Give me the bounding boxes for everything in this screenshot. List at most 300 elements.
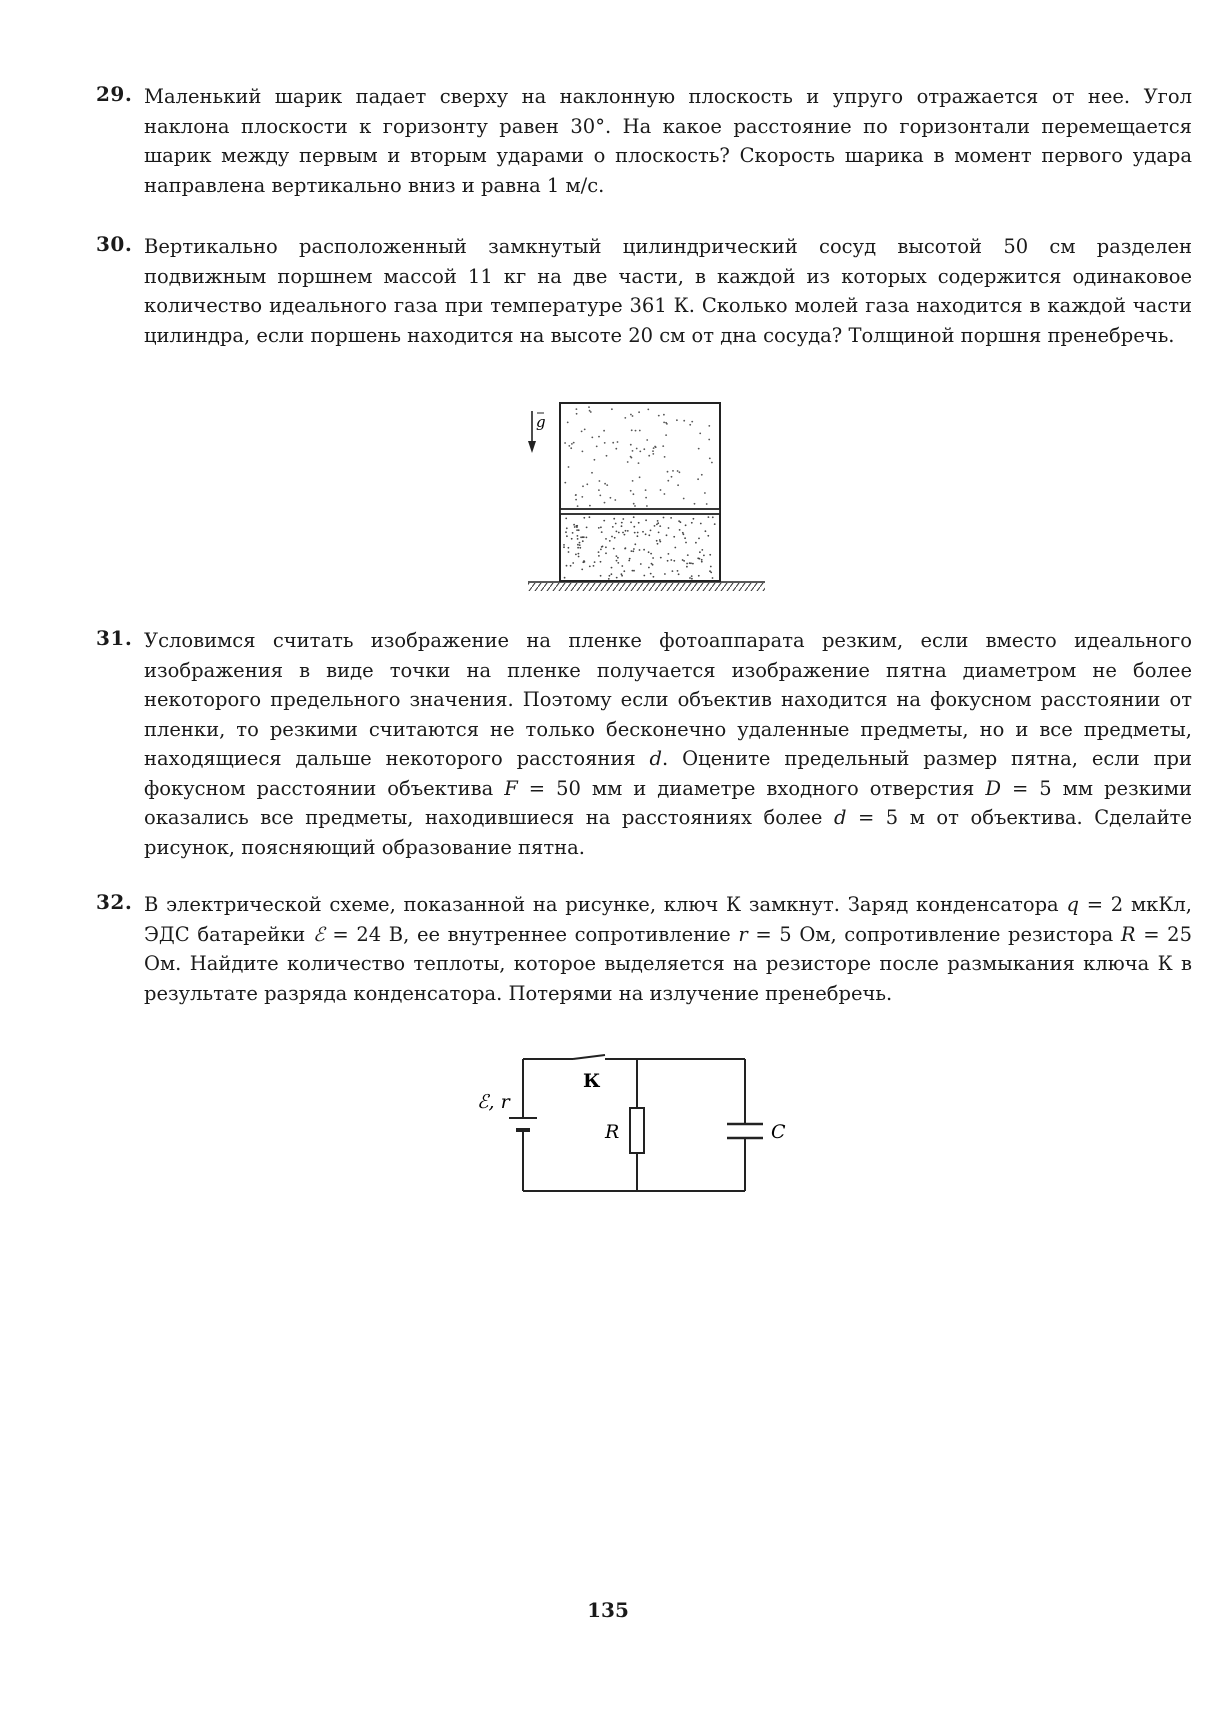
gas-dot [639,549,641,551]
gravity-arrowhead [528,441,536,453]
gas-dot [650,573,652,575]
gas-dot [633,526,635,528]
gas-dot [631,550,633,552]
problem-number: 30. [96,232,133,256]
gas-dot [686,563,688,565]
gas-dot [600,549,602,551]
gas-dot [568,466,570,468]
gas-dot [586,537,588,539]
gas-dot [582,485,584,487]
gas-dot [612,526,614,528]
gas-dot [643,575,645,577]
gas-dot [670,517,672,519]
gas-dot [665,434,667,436]
gas-dot [576,413,578,415]
gas-dot [605,538,607,540]
gas-dot [697,557,699,559]
gas-dot [579,542,581,544]
gas-dot [710,572,712,574]
gas-dot [666,534,668,536]
gas-dot [600,561,602,563]
gas-dot [584,429,586,431]
gas-dot [627,530,629,532]
gas-dot [664,493,666,495]
gas-dot [660,557,662,559]
gas-dot [577,544,579,546]
gas-dot [604,442,606,444]
problem-text: Вертикально расположенный замкнутый цилиндрический сосуд высотой 50 см разделен подвижным поршнем массой 11 кг на две части, в каждой из которых содержится одинаковое количество идеального газа при температуре 361 К. Сколько молей газа находится в каждой части цилиндра, если поршень находится на высоте 20 см от дна сосуда? Толщиной поршня пренебречь. [144,235,1192,347]
gas-dot [600,526,602,528]
gas-dot [705,530,707,532]
gas-dot [637,535,639,537]
gas-dot [638,462,640,464]
gas-dot [583,560,585,562]
problem-30 [96,232,1192,350]
gas-dot [667,480,669,482]
gas-dot [599,480,601,482]
gas-dot [685,524,687,526]
gas-dot [621,522,623,524]
gas-dot [656,540,658,542]
cylinder-figure [520,395,790,595]
gas-dot [565,518,567,520]
gas-dot [624,534,626,536]
gas-dot [695,542,697,544]
gas-dot [648,534,650,536]
gas-dot [639,430,641,432]
gas-dot [648,551,650,553]
gas-dot [629,558,631,560]
gas-dot [566,565,568,567]
gas-dot [677,570,679,572]
gas-dot [609,575,611,577]
gas-dot [579,547,581,549]
gas-dot [659,539,661,541]
gas-dot [583,536,585,538]
gas-dot [582,540,584,542]
gas-dot [577,538,579,540]
gas-dot [622,532,624,534]
gas-dot [568,551,570,553]
gas-dot [653,447,655,449]
gas-dot [603,430,605,432]
gas-dot [572,562,574,564]
gas-dot [645,533,647,535]
gas-dot [617,441,619,443]
gas-dot [606,484,608,486]
gas-dot [630,414,632,416]
gas-dot [617,562,619,564]
gas-dot [627,461,629,463]
gas-dot [598,551,600,553]
gas-dot [666,423,668,425]
gas-dot [613,548,615,550]
gas-dot [664,456,666,458]
gas-dot [635,430,637,432]
gas-dot [630,490,632,492]
gas-dot [709,554,711,556]
gas-dot [576,408,578,410]
gas-dot [636,448,638,450]
gas-dot [564,442,566,444]
gas-dot [565,531,567,533]
gas-dot [628,560,630,562]
gas-dot [599,495,601,497]
gas-dot [632,570,634,572]
gas-dot [589,566,591,568]
gas-dot [591,437,593,439]
gas-dot [634,543,636,545]
gas-dot [658,415,660,417]
cylinder-vessel [560,403,720,581]
gas-dot [676,419,678,421]
gas-dot [667,560,669,562]
gas-dot [643,549,645,551]
gas-dot [633,493,635,495]
gas-dot [598,555,600,557]
gas-dot [616,577,618,579]
switch-label: К [583,1070,601,1092]
gas-dot [571,443,573,445]
gas-dot [711,462,713,464]
gas-dot [594,561,596,563]
gas-dot [571,538,573,540]
gas-dot [648,567,650,569]
gas-dot [652,557,654,559]
gas-dot [639,476,641,478]
gas-dot [632,415,634,417]
gas-dot [586,527,588,529]
gas-dot [656,524,658,526]
gas-dot [576,529,578,531]
gas-dot [645,519,647,521]
gas-dot [581,431,583,433]
gas-dot [670,559,672,561]
gas-dot [663,517,665,519]
gas-dot [678,573,680,575]
gas-dot [611,573,613,575]
gas-dot [578,556,580,558]
problem-number: 32. [96,890,133,914]
gas-dot [614,537,616,539]
gas-dot [613,518,615,520]
gas-dot [663,422,665,424]
gas-dot [598,436,600,438]
capacitor-label: C [771,1121,786,1143]
gas-dot [615,448,617,450]
problem-29 [96,82,1192,200]
gas-dot [663,414,665,416]
gas-dot [643,448,645,450]
gas-dot [648,455,650,457]
gas-dot [679,471,681,473]
gas-dot [617,557,619,559]
gas-dot [671,476,673,478]
gas-dot [567,422,569,424]
gas-dot [707,535,709,537]
gas-dot [586,483,588,485]
gas-dot [632,450,634,452]
gas-dot [608,578,610,580]
gas-dot [650,553,652,555]
gas-dot [570,447,572,449]
gas-dot [639,451,641,453]
gas-dot [591,472,593,474]
gas-dot [615,523,617,525]
gas-dot [653,576,655,578]
gas-dot [667,471,669,473]
gas-dot [708,439,710,441]
gas-dot [680,521,682,523]
gas-dot [694,503,696,505]
gas-dot [668,553,670,555]
gas-dot [708,425,710,427]
ground-hatch [528,583,765,591]
page-number: 135 [587,1598,629,1622]
gas-dot [588,406,590,408]
gas-dot [603,520,605,522]
gas-dot [637,532,639,534]
gas-dot [652,453,654,455]
gas-dot [630,456,632,458]
gas-dot [674,547,676,549]
switch-blade [573,1055,605,1059]
gas-dot [630,521,632,523]
gas-dot [638,522,640,524]
gas-dot [611,567,613,569]
problem-text: Маленький шарик падает сверху на наклонную плоскость и упруго отражается от нее. Угол наклона плоскости к горизонту равен 30°. На какое расстояние по горизонтали перемещается шарик между первым и вторым ударами о плоскость? Скорость шарика в момент первого удара направлена вертикально вниз и равна 1 м/с. [144,85,1192,197]
gas-dot [621,565,623,567]
gas-dot [673,560,675,562]
gas-dot [604,483,606,485]
gas-dot [633,516,635,518]
resistor-label: R [605,1121,620,1143]
gas-dot [692,563,694,565]
gas-dot [701,549,703,551]
gas-dot [685,542,687,544]
gas-dot [634,505,636,507]
gas-dot [654,525,656,527]
gas-dot [601,546,603,548]
gas-dot [677,484,679,486]
gas-dot [700,523,702,525]
gas-dot [577,547,579,549]
gas-dot [710,566,712,568]
gas-dot [691,522,693,524]
gas-dot [687,554,689,556]
gas-dot [564,482,566,484]
gas-dot [579,544,581,546]
piston [560,509,720,514]
gas-dot [577,535,579,537]
gas-dot [683,420,685,422]
gas-dot [605,546,607,548]
gas-dot [662,445,664,447]
gas-dot [616,555,618,557]
gas-dot [650,530,652,532]
gas-dot [575,554,577,556]
gas-dot [578,553,580,555]
gas-dot [659,541,661,543]
gas-dot [672,570,674,572]
gas-dot [658,532,660,534]
gas-dot [633,548,635,550]
gas-dot [638,411,640,413]
gas-dot [598,527,600,529]
gravity-label: g [536,413,546,431]
gas-dot [563,544,565,546]
circuit-figure [465,1045,795,1205]
gas-dot [612,442,614,444]
gas-dot [605,552,607,554]
gas-dot [657,520,659,522]
gas-dot [714,523,716,525]
gas-dot [566,535,568,537]
gas-dot [682,559,684,561]
gas-dot [701,561,703,563]
gas-dot [589,505,591,507]
gas-dot [698,538,700,540]
gas-dot [706,503,708,505]
gas-dot [709,458,711,460]
gas-dot [618,532,620,534]
gas-dot [621,573,623,575]
gas-dot [699,551,701,553]
gas-dot [609,540,611,542]
gas-dot [645,497,647,499]
gas-dot [633,503,635,505]
gas-dot [691,575,693,577]
gas-dot [566,527,568,529]
gas-dot [654,446,656,448]
gas-dot [573,442,575,444]
gas-dot [563,546,565,548]
gas-dot [572,532,574,534]
gas-dot [576,525,578,527]
gas-dot [632,480,634,482]
gas-dot [699,433,701,435]
gas-dot [568,547,570,549]
gas-dot [672,470,674,472]
gas-dot [659,525,661,527]
gas-dot [634,532,636,534]
problem-31 [96,626,1192,862]
gas-dot [574,526,576,528]
gas-dot [677,470,679,472]
gas-dot [660,489,662,491]
gas-dot [630,444,632,446]
gas-dot [633,570,635,572]
gas-dot [575,499,577,501]
gas-dot [596,446,598,448]
gas-dot [594,459,596,461]
gas-dot [581,496,583,498]
gas-dot [631,429,633,431]
gas-dot [704,492,706,494]
gas-dot [679,529,681,531]
gas-dot [646,505,648,507]
gas-dot [593,565,595,567]
gas-dot [621,525,623,527]
gas-dot [701,559,703,561]
gas-dot [712,516,714,518]
gas-dot [601,531,603,533]
gas-dot [683,498,685,500]
gas-dot [689,577,691,579]
gas-dot [606,455,608,457]
gas-dot [582,451,584,453]
gas-dot [697,478,699,480]
gas-dot [657,543,659,545]
gas-dot [642,531,644,533]
gas-dot [690,562,692,564]
gas-dot [645,489,647,491]
gas-dot [646,439,648,441]
gas-dot [580,536,582,538]
gas-dot [625,530,627,532]
gas-dot [604,502,606,504]
gas-dot [614,499,616,501]
gas-dot [611,536,613,538]
gas-dot [578,529,580,531]
gas-dot [693,518,695,520]
gas-dot [632,550,634,552]
gas-dot [600,575,602,577]
gas-dot [684,537,686,539]
gas-dot [624,417,626,419]
gas-dot [564,577,566,579]
gas-dot [611,408,613,410]
gas-dot [616,531,618,533]
problem-number: 31. [96,626,133,650]
gas-dot [589,516,591,518]
gas-dot [683,533,685,535]
gas-dot [689,424,691,426]
gas-dot [701,474,703,476]
gas-dot [703,555,705,557]
gas-dot [625,547,627,549]
problem-number: 29. [96,82,133,106]
battery-label: ℰ, r [477,1091,510,1113]
gas-dot [708,516,710,518]
gas-dot [598,489,600,491]
gas-dot [698,575,700,577]
problem-text: Условимся считать изображение на пленке фотоаппарата резким, если вместо идеального изображения в виде точки на пленке получается изображение пятна диаметром не более некоторого предельного значения. Поэтому если объектив находится на фокусном расстоянии от пленки, то резкими считаются не только бесконечно удаленные предметы, но и все предметы, находящиеся дальше некоторого расстояния d. Оцените предельный размер пятна, если при фокусном расстоянии объектива F = 50 мм и диаметре входного отверстия D = 5 мм резкими оказались все предметы, находившиеся на расстояниях более d = 5 м от объектива. Сделайте рисунок, поясняющий образование пятна. [144,629,1193,859]
gas-dot [673,536,675,538]
gas-dot [589,410,591,412]
gas-dot [686,566,688,568]
gas-dot [712,577,714,579]
gas-dot [568,445,570,447]
gas-dot [623,570,625,572]
problem-text: В электрической схеме, показанной на рисунке, ключ К замкнут. Заряд конденсатора q = 2 мкКл, ЭДС батарейки ℰ = 24 В, ее внутреннее сопротивление r = 5 Ом, сопротивление резистора R = 25 Ом. Найдите количество теплоты, которое выделяется на резисторе после размыкания ключа К в результате разряда конденсатора. Потерями на излучение пренебречь. [144,893,1193,1005]
gas-dot [570,565,572,567]
gas-dot [616,560,618,562]
gas-dot [573,524,575,526]
gas-dot [647,409,649,411]
gas-dot [610,497,612,499]
gas-dot [577,505,579,507]
gas-dot [652,450,654,452]
gas-dot [651,563,653,565]
gas-dot [691,421,693,423]
gas-dot [622,518,624,520]
gas-dot [683,560,685,562]
gas-dot [575,494,577,496]
gas-dot [664,573,666,575]
gas-dot [581,569,583,571]
gas-dot [668,527,670,529]
